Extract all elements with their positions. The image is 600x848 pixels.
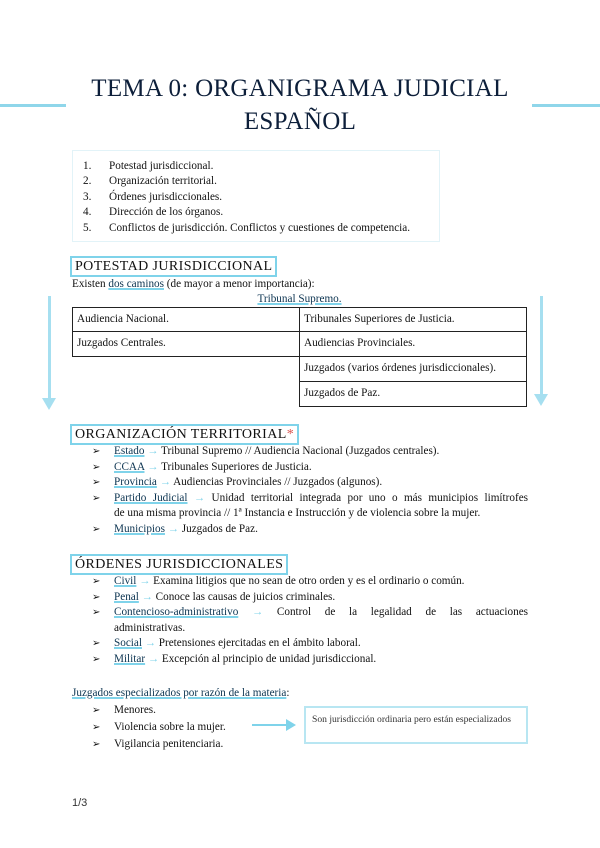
page-number: 1/3 xyxy=(72,797,88,809)
toc-number: 4. xyxy=(83,206,92,219)
list-term: Civil xyxy=(114,575,137,587)
bullet-icon: ➢ xyxy=(92,576,101,587)
especializado-text: Menores. xyxy=(114,704,156,716)
list-item-body xyxy=(114,590,528,606)
list-item xyxy=(82,475,528,491)
toc-number: 5. xyxy=(83,221,92,234)
list-text-continuation: administrativas. xyxy=(114,621,186,634)
list-item xyxy=(82,702,282,719)
note-arrow-line xyxy=(252,724,290,726)
tribunal-supremo xyxy=(72,292,527,307)
court-cell-right: Audiencias Provinciales. xyxy=(299,332,527,357)
bullet-icon: ➢ xyxy=(92,461,101,473)
section-heading-potestad: POTESTAD JURISDICCIONAL xyxy=(70,256,277,277)
list-item-body xyxy=(114,460,528,476)
list-item-line xyxy=(114,460,528,476)
toc-text: Órdenes jurisdiccionales. xyxy=(109,190,223,203)
toc-number: 3. xyxy=(83,190,92,203)
courts-row xyxy=(72,332,527,357)
list-item xyxy=(82,652,528,668)
section-heading-ordenes: ÓRDENES JURISDICCIONALES xyxy=(70,554,288,575)
right-arrow-icon: → xyxy=(159,476,171,489)
especializados-list xyxy=(82,702,282,753)
list-item-body xyxy=(114,491,528,522)
courts-table xyxy=(72,307,527,407)
toc-text: Conflictos de jurisdicción. Conflictos y cuestiones de competencia. xyxy=(109,221,411,234)
bullet-icon: ➢ xyxy=(92,591,101,603)
table-of-contents xyxy=(72,150,440,242)
especializados-heading-text: Juzgados especializados por razón de la materia xyxy=(72,687,287,699)
court-cell-left xyxy=(72,357,299,382)
list-item xyxy=(82,605,528,636)
organizacion-list xyxy=(82,444,528,538)
courts-row xyxy=(72,357,527,382)
court-cell-left xyxy=(72,382,299,407)
toc-number: 1. xyxy=(83,160,92,172)
left-path-arrow-head xyxy=(42,398,56,410)
list-text: Tribunales Superiores de Justicia. xyxy=(161,460,312,473)
list-text: Tribunal Supremo // Audiencia Nacional (Juzgados centrales). xyxy=(161,445,440,457)
list-item xyxy=(82,736,282,753)
list-item-line xyxy=(114,590,528,606)
toc-item xyxy=(83,221,439,236)
list-term: Municipios xyxy=(114,522,165,535)
note-arrow-head xyxy=(286,719,296,731)
courts-row xyxy=(72,382,527,407)
list-item-body xyxy=(114,652,528,668)
list-item-line xyxy=(114,522,528,538)
toc-item xyxy=(83,205,439,220)
right-path-arrow-head xyxy=(534,394,548,406)
court-cell-right: Juzgados (varios órdenes jurisdiccionales). xyxy=(299,357,527,382)
list-item xyxy=(82,719,282,736)
title-line-2: ESPAÑOL xyxy=(243,108,357,135)
especializado-text: Vigilancia penitenciaria. xyxy=(114,738,224,750)
bullet-icon: ➢ xyxy=(92,739,101,750)
list-term: Provincia xyxy=(114,476,157,489)
list-item-body xyxy=(114,574,528,590)
toc-item xyxy=(83,159,439,174)
intro-pre: Existen xyxy=(72,278,109,290)
page-title xyxy=(0,72,600,138)
toc-number: 2. xyxy=(83,175,92,188)
list-item xyxy=(82,522,528,538)
toc-text: Organización territorial. xyxy=(109,175,217,188)
tribunal-supremo-label: Tribunal Supremo. xyxy=(257,293,342,305)
bullet-icon: ➢ xyxy=(92,477,101,489)
list-term: Contencioso-administrativo xyxy=(114,606,239,619)
toc-text: Potestad jurisdiccional. xyxy=(109,160,214,172)
left-path-arrow-line xyxy=(48,296,51,400)
court-cell-left: Juzgados Centrales. xyxy=(72,332,299,357)
bullet-icon: ➢ xyxy=(92,607,101,619)
courts-row xyxy=(72,307,527,332)
list-item xyxy=(82,574,528,590)
list-term: Estado xyxy=(114,445,145,457)
list-item xyxy=(82,460,528,476)
list-text: Examina litigios que no sean de otro orden y es el ordinario o común. xyxy=(153,575,465,587)
bullet-icon: ➢ xyxy=(92,446,101,457)
toc-item xyxy=(83,174,439,189)
bullet-icon: ➢ xyxy=(92,705,101,716)
list-text: Pretensiones ejercitadas en el ámbito laboral. xyxy=(158,637,361,650)
bullet-icon: ➢ xyxy=(92,523,101,535)
note-box: Son jurisdicción ordinaria pero están especializados xyxy=(304,706,528,744)
right-arrow-icon: → xyxy=(252,606,264,619)
toc-item xyxy=(83,190,439,205)
list-term: Social xyxy=(114,637,142,650)
especializados-heading xyxy=(72,686,289,701)
right-arrow-icon: → xyxy=(144,637,156,650)
especializado-text: Violencia sobre la mujer. xyxy=(114,721,226,733)
list-item-line xyxy=(114,444,528,460)
intro-highlight: dos caminos xyxy=(108,278,164,290)
list-item-body xyxy=(114,475,528,491)
title-line-1: TEMA 0: ORGANIGRAMA JUDICIAL xyxy=(91,75,509,102)
right-arrow-icon: → xyxy=(139,575,151,587)
court-cell-right: Tribunales Superiores de Justicia. xyxy=(299,307,527,332)
list-term: Partido Judicial xyxy=(114,491,188,504)
list-item-body xyxy=(114,605,528,636)
intro-post: (de mayor a menor importancia): xyxy=(163,278,315,290)
court-cell-right: Juzgados de Paz. xyxy=(299,382,527,407)
list-item xyxy=(82,491,528,522)
list-item xyxy=(82,636,528,652)
bullet-icon: ➢ xyxy=(92,653,101,665)
right-arrow-icon: → xyxy=(193,491,206,504)
list-item-line xyxy=(114,636,528,652)
right-arrow-icon: → xyxy=(147,460,159,473)
organizacion-heading-text: ORGANIZACIÓN TERRITORIAL xyxy=(75,427,287,442)
bullet-icon: ➢ xyxy=(92,722,101,733)
right-arrow-icon: → xyxy=(147,445,159,457)
list-item-line xyxy=(114,652,528,668)
list-text: Audiencias Provinciales // Juzgados (algunos). xyxy=(173,476,383,489)
right-path-arrow-line xyxy=(540,296,543,396)
list-item xyxy=(82,444,528,460)
list-text: Juzgados de Paz. xyxy=(181,522,258,535)
bullet-icon: ➢ xyxy=(92,638,101,650)
right-arrow-icon: → xyxy=(141,590,153,603)
section-heading-organizacion xyxy=(70,424,299,445)
list-item-line xyxy=(114,605,528,621)
list-item-line xyxy=(114,574,528,590)
list-item-body xyxy=(114,522,528,538)
especializados-colon: : xyxy=(286,687,290,699)
list-item xyxy=(82,590,528,606)
list-item-body xyxy=(114,444,528,460)
list-text-continuation: de una misma provincia // 1ª Instancia e Instrucción y de violencia sobre la mujer. xyxy=(114,507,481,520)
right-arrow-icon: → xyxy=(147,652,160,665)
toc-text: Dirección de los órganos. xyxy=(109,206,224,219)
list-item-body xyxy=(114,636,528,652)
bullet-icon: ➢ xyxy=(92,492,101,504)
court-cell-left: Audiencia Nacional. xyxy=(72,307,299,332)
list-text: Conoce las causas de juicios criminales. xyxy=(155,590,336,603)
ordenes-list xyxy=(82,574,528,668)
list-item-line xyxy=(114,491,528,507)
organizacion-asterisk: * xyxy=(286,427,295,442)
list-item-line xyxy=(114,475,528,491)
right-arrow-icon: → xyxy=(167,522,179,535)
list-term: CCAA xyxy=(114,460,145,473)
list-text: Unidad territorial integrada por uno o más municipios limítrofes xyxy=(211,491,529,504)
list-term: Militar xyxy=(114,652,146,665)
potestad-intro xyxy=(72,277,315,292)
list-text: Control de la legalidad de las actuaciones xyxy=(276,606,529,619)
list-term: Penal xyxy=(114,590,139,603)
list-text: Excepción al principio de unidad jurisdiccional. xyxy=(161,652,377,665)
